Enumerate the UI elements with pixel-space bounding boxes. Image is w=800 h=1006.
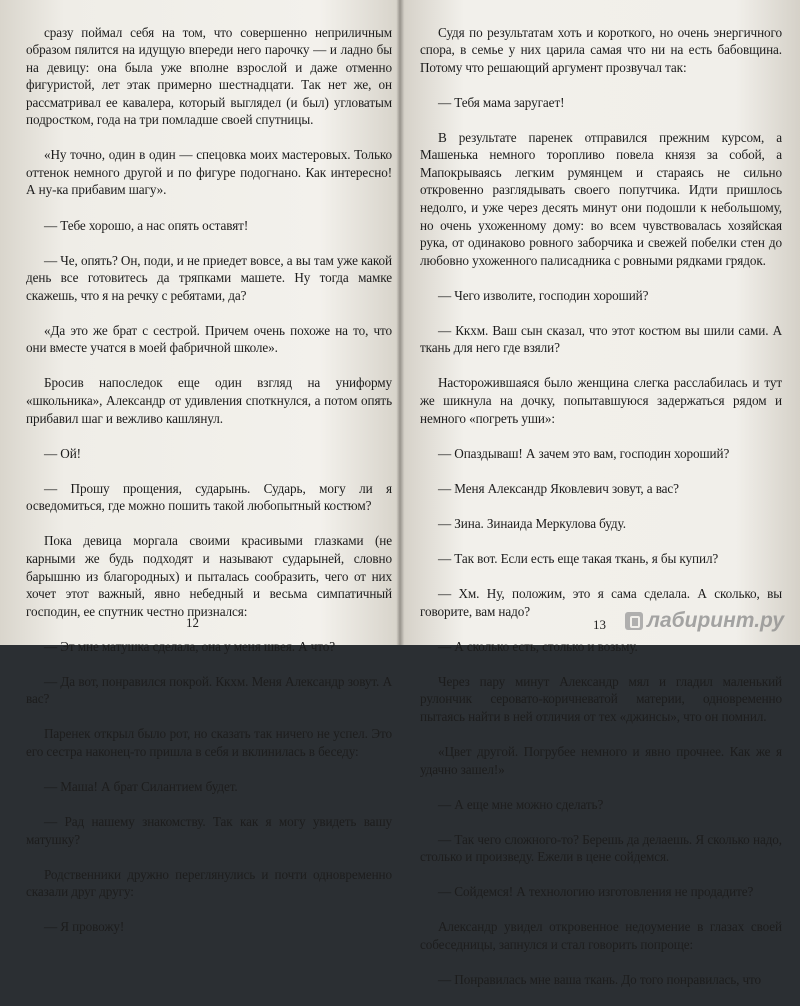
paragraph: Через пару минут Александр мял и гладил маленький рулончик серовато-коричневатой материи, одновременно пытаясь найти в ней отличия от тех «джинсы», что он помнил. xyxy=(420,673,782,724)
paragraph: — Я провожу! xyxy=(44,919,125,935)
paragraph: — Так вот. Если есть еще такая ткань, я бы купил? xyxy=(438,550,719,566)
paragraph: — А сколько есть, столько и возьму. xyxy=(438,638,638,654)
paragraph: — Эт мне матушка сделала, она у меня швея. А что? xyxy=(44,638,335,654)
paragraph: — А еще мне можно сделать? xyxy=(438,796,604,812)
page-number-left: 12 xyxy=(186,615,199,630)
paragraph: — Маша! А брат Силантием будет. xyxy=(44,779,238,795)
paragraph: — Меня Александр Яковлевич зовут, а вас? xyxy=(438,480,679,496)
paragraph: — Ккхм. Ваш сын сказал, что этот костюм вы шили сами. А ткань для него где взяли? xyxy=(420,322,782,356)
paragraph: Родственники дружно переглянулись и почти одновременно сказали друг другу: xyxy=(26,866,392,900)
paragraph: сразу поймал себя на том, что совершенно неприличным образом пялится на идущую впереди него парочку — и ладно бы на девицу: она была уже вполне взрослой и даже отменно фигуристой, лет этак примерно шестнадцати. Так нет же, он рассматривал ее кавалера, который выглядел (и был) угловатым подростком, года на три помладше своей спутницы. xyxy=(26,24,392,128)
right-page xyxy=(400,0,800,988)
watermark xyxy=(625,609,784,633)
left-page-text xyxy=(26,6,392,954)
paragraph: «Ну точно, один в один — спецовка моих мастеровых. Только оттенок немного другой и по фигуре подогнано. Как интересно! А ну-ка прибавим шагу». xyxy=(26,147,392,198)
paragraph: Александр увидел откровенное недоумение в глазах своей собеседницы, запнулся и стал говорить попроще: xyxy=(420,919,782,952)
paragraph: — Тебе хорошо, а нас опять оставят! xyxy=(44,217,249,233)
watermark-text: лабиринт.ру xyxy=(646,609,784,632)
paragraph: — Так чего сложного-то? Берешь да делаешь. Я сколько надо, столько и произведу. Ежели в цене сойдемся. xyxy=(420,831,782,865)
paragraph: — Зина. Зинаида Меркулова буду. xyxy=(438,515,626,531)
paragraph: «Цвет другой. Погрубее немного и явно прочнее. Как же я удачно зашел!» xyxy=(420,743,782,777)
right-page-text xyxy=(420,6,782,1006)
paragraph: В результате паренек отправился прежним курсом, а Машенька немного торопливо повела князя за собой, а Мапокрываясь легким румянцем и стараясь не сильно откровенно разглядывать своего попутчика. Идти пришлось недолго, и уже через десять минут они подошли к небольшому, но очень ухоженному дому: во всем чувствовалась хозяйская рука, от одинаково ровного заборчика и свежей побелки стен до любовно ухоженного палисадника с ровными рядками грядок. xyxy=(420,129,782,268)
paragraph: — Прошу прощения, сударынь. Сударь, могу ли я осведомиться, где можно пошить такой любопытный костюм? xyxy=(26,480,392,514)
paragraph: — Тебя мама заругает! xyxy=(438,94,565,110)
paragraph: — Чего изволите, господин хороший? xyxy=(438,287,649,303)
paragraph: Пока девица моргала своими красивыми глазками (не карными же будь подходят и называют сударыней, словно барышню из благородных) и пыталась сообразить, чего от них хочет этот важный, явно небедный и весьма симпатичный господин, ее спутник честно признался: xyxy=(26,533,392,619)
paragraph: — Понравилась мне ваша ткань. До того понравилась, что xyxy=(438,972,762,988)
labirint-logo-icon xyxy=(625,612,643,630)
paragraph: — Хм. Ну, положим, это я сама сделала. А сколько, вы говорите, вам надо? xyxy=(420,586,782,619)
paragraph: — Ой! xyxy=(44,445,81,461)
paragraph: — Опаздываш! А зачем это вам, господин хороший? xyxy=(438,445,730,461)
paragraph: — Сойдемся! А технологию изготовления не продадите? xyxy=(438,884,754,900)
paragraph: — Че, опять? Он, поди, и не приедет вовсе, а вы там уже какой день все готовитесь да тряпками машете. Ну тогда мамке скажешь, что я на речку с ребятами, да? xyxy=(26,252,392,303)
paragraph: Паренек открыл было рот, но сказать так ничего не успел. Это его сестра наконец-то пришла в себя и вклинилась в беседу: xyxy=(26,726,392,759)
left-page xyxy=(0,0,400,935)
paragraph: Бросив напоследок еще один взгляд на униформу «школьника», Александр от удивления споткнулся, а потом опять прибавил шаг и вежливо кашлянул. xyxy=(26,375,392,426)
paragraph: Насторожившаяся было женщина слегка расслабилась и тут же шикнула на дочку, попытавшуюся задержаться рядом и немного «погреть уши»: xyxy=(420,375,782,426)
page-number-right: 13 xyxy=(593,617,606,632)
paragraph: «Да это же брат с сестрой. Причем очень похоже на то, что они вместе учатся в моей фабричной школе». xyxy=(26,322,392,356)
paragraph: — Рад нашему знакомству. Так как я могу увидеть вашу матушку? xyxy=(26,814,392,847)
paragraph: Судя по результатам хоть и короткого, но очень энергичного спора, в семье у них царила самая что ни на есть бабовщина. Потому что решающий аргумент прозвучал так: xyxy=(420,24,782,75)
paragraph: — Да вот, понравился покрой. Ккхм. Меня Александр зовут. А вас? xyxy=(26,673,392,707)
